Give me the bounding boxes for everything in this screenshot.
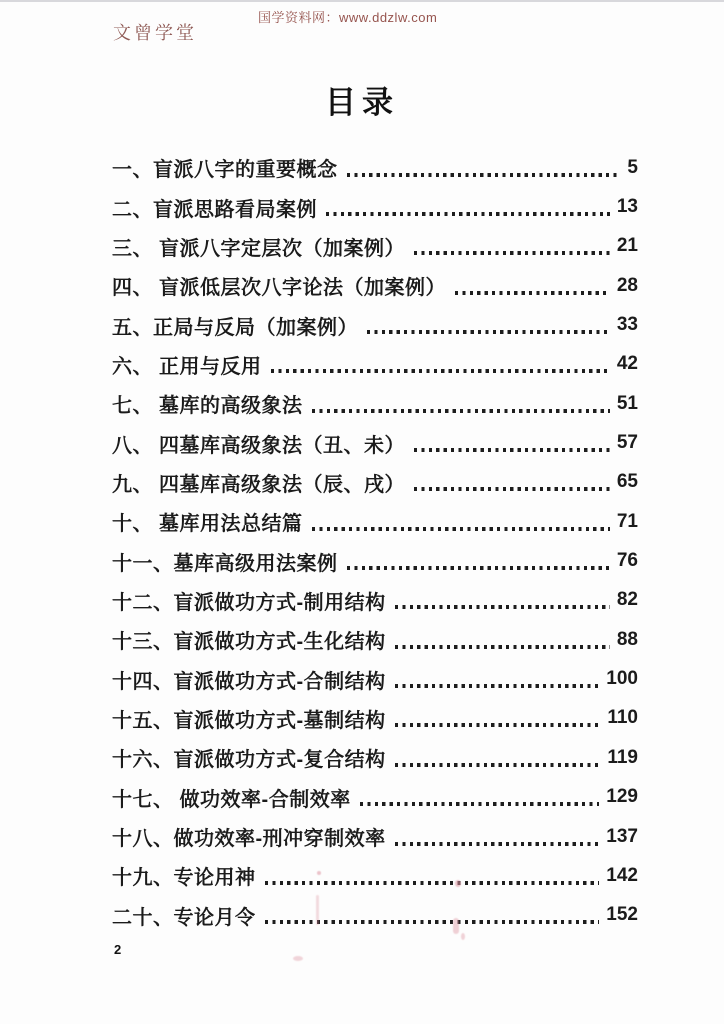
page-title: 目录	[325, 84, 399, 120]
footer-page-number: 2	[114, 942, 122, 957]
toc-entry-label: 九、 四墓库高级象法（辰、戌）	[112, 473, 406, 496]
toc-entry-label: 四、 盲派低层次八字论法（加案例）	[112, 277, 447, 300]
toc-entry-page-number: 100	[606, 668, 638, 690]
toc-entry	[112, 345, 638, 384]
dot-leader	[265, 920, 600, 924]
table-of-contents	[112, 148, 638, 935]
toc-entry	[112, 463, 638, 502]
toc-entry-page-number: 142	[606, 864, 638, 886]
toc-entry	[112, 581, 638, 620]
dot-leader	[265, 881, 600, 885]
toc-entry	[112, 266, 638, 305]
toc-entry	[112, 541, 638, 580]
toc-entry-page-number: 51	[616, 392, 638, 414]
dot-leader	[395, 645, 610, 649]
publisher-brand: 文曾学堂	[113, 23, 197, 43]
dot-leader	[395, 605, 610, 609]
toc-entry-page-number: 110	[607, 707, 638, 729]
dot-leader	[312, 409, 610, 413]
toc-entry-page-number: 119	[607, 746, 638, 768]
dot-leader	[271, 369, 610, 373]
toc-entry	[112, 699, 638, 738]
toc-entry-page-number: 5	[627, 156, 638, 178]
toc-entry-label: 一、盲派八字的重要概念	[112, 159, 338, 182]
toc-entry-page-number: 152	[606, 904, 638, 926]
toc-entry-label: 十九、专论用神	[112, 867, 256, 890]
toc-entry-page-number: 129	[606, 786, 638, 808]
toc-entry-label: 二十、专论月令	[112, 906, 256, 929]
red-ink-mark	[455, 880, 461, 887]
page-top-edge	[0, 0, 724, 2]
toc-entry-label: 十一、墓库高级用法案例	[112, 552, 338, 575]
dot-leader	[395, 763, 601, 767]
toc-entry	[112, 305, 638, 344]
toc-entry-label: 二、盲派思路看局案例	[112, 198, 317, 221]
toc-entry-label: 十五、盲派做功方式-墓制结构	[112, 709, 386, 732]
toc-entry-page-number: 76	[616, 550, 638, 572]
dot-leader	[414, 251, 610, 255]
toc-entry	[112, 778, 638, 817]
site-watermark: 国学资料网：www.ddzlw.com	[258, 10, 438, 25]
red-ink-mark	[293, 956, 303, 961]
toc-entry	[112, 502, 638, 541]
toc-entry-page-number: 65	[616, 471, 638, 493]
dot-leader	[367, 330, 610, 334]
dot-leader	[414, 487, 610, 491]
toc-entry-page-number: 28	[616, 274, 638, 296]
toc-entry	[112, 659, 638, 698]
toc-entry	[112, 817, 638, 856]
toc-entry-label: 十、 墓库用法总结篇	[112, 513, 303, 536]
toc-entry-label: 十三、盲派做功方式-生化结构	[112, 631, 386, 654]
dot-leader	[347, 173, 621, 177]
toc-entry	[112, 187, 638, 226]
toc-entry-label: 八、 四墓库高级象法（丑、未）	[112, 434, 406, 457]
toc-entry	[112, 148, 638, 187]
toc-entry-page-number: 71	[616, 510, 638, 532]
dot-leader	[312, 527, 610, 531]
dot-leader	[414, 448, 610, 452]
toc-entry-label: 七、 墓库的高级象法	[112, 395, 303, 418]
toc-entry-label: 三、 盲派八字定层次（加案例）	[112, 237, 406, 260]
dot-leader	[455, 291, 610, 295]
toc-entry-page-number: 57	[616, 432, 638, 454]
dot-leader	[326, 212, 610, 216]
dot-leader	[347, 566, 610, 570]
dot-leader	[395, 842, 600, 846]
toc-entry	[112, 227, 638, 266]
red-ink-mark	[317, 871, 321, 875]
toc-entry-page-number: 42	[616, 353, 638, 375]
toc-entry-page-number: 137	[606, 825, 638, 847]
red-ink-mark	[453, 918, 459, 934]
toc-entry-label: 十四、盲派做功方式-合制结构	[112, 670, 386, 693]
toc-entry-label: 十七、 做功效率-合制效率	[112, 788, 351, 811]
toc-entry-label: 十六、盲派做功方式-复合结构	[112, 749, 386, 772]
toc-entry-label: 六、 正用与反用	[112, 355, 262, 378]
toc-entry	[112, 423, 638, 462]
toc-entry	[112, 620, 638, 659]
toc-entry	[112, 738, 638, 777]
toc-entry-page-number: 21	[616, 235, 638, 257]
dot-leader	[360, 802, 600, 806]
dot-leader	[395, 684, 600, 688]
red-ink-mark	[316, 895, 319, 925]
dot-leader	[395, 723, 601, 727]
toc-entry-label: 十八、做功效率-刑冲穿制效率	[112, 828, 386, 851]
toc-entry-label: 五、正局与反局（加案例）	[112, 316, 358, 339]
toc-entry	[112, 896, 638, 935]
toc-entry-page-number: 13	[616, 196, 638, 218]
toc-entry	[112, 856, 638, 895]
toc-entry-page-number: 88	[616, 628, 638, 650]
toc-entry	[112, 384, 638, 423]
toc-entry-page-number: 82	[616, 589, 638, 611]
toc-entry-page-number: 33	[616, 314, 638, 336]
red-ink-mark	[461, 933, 465, 940]
toc-entry-label: 十二、盲派做功方式-制用结构	[112, 591, 386, 614]
